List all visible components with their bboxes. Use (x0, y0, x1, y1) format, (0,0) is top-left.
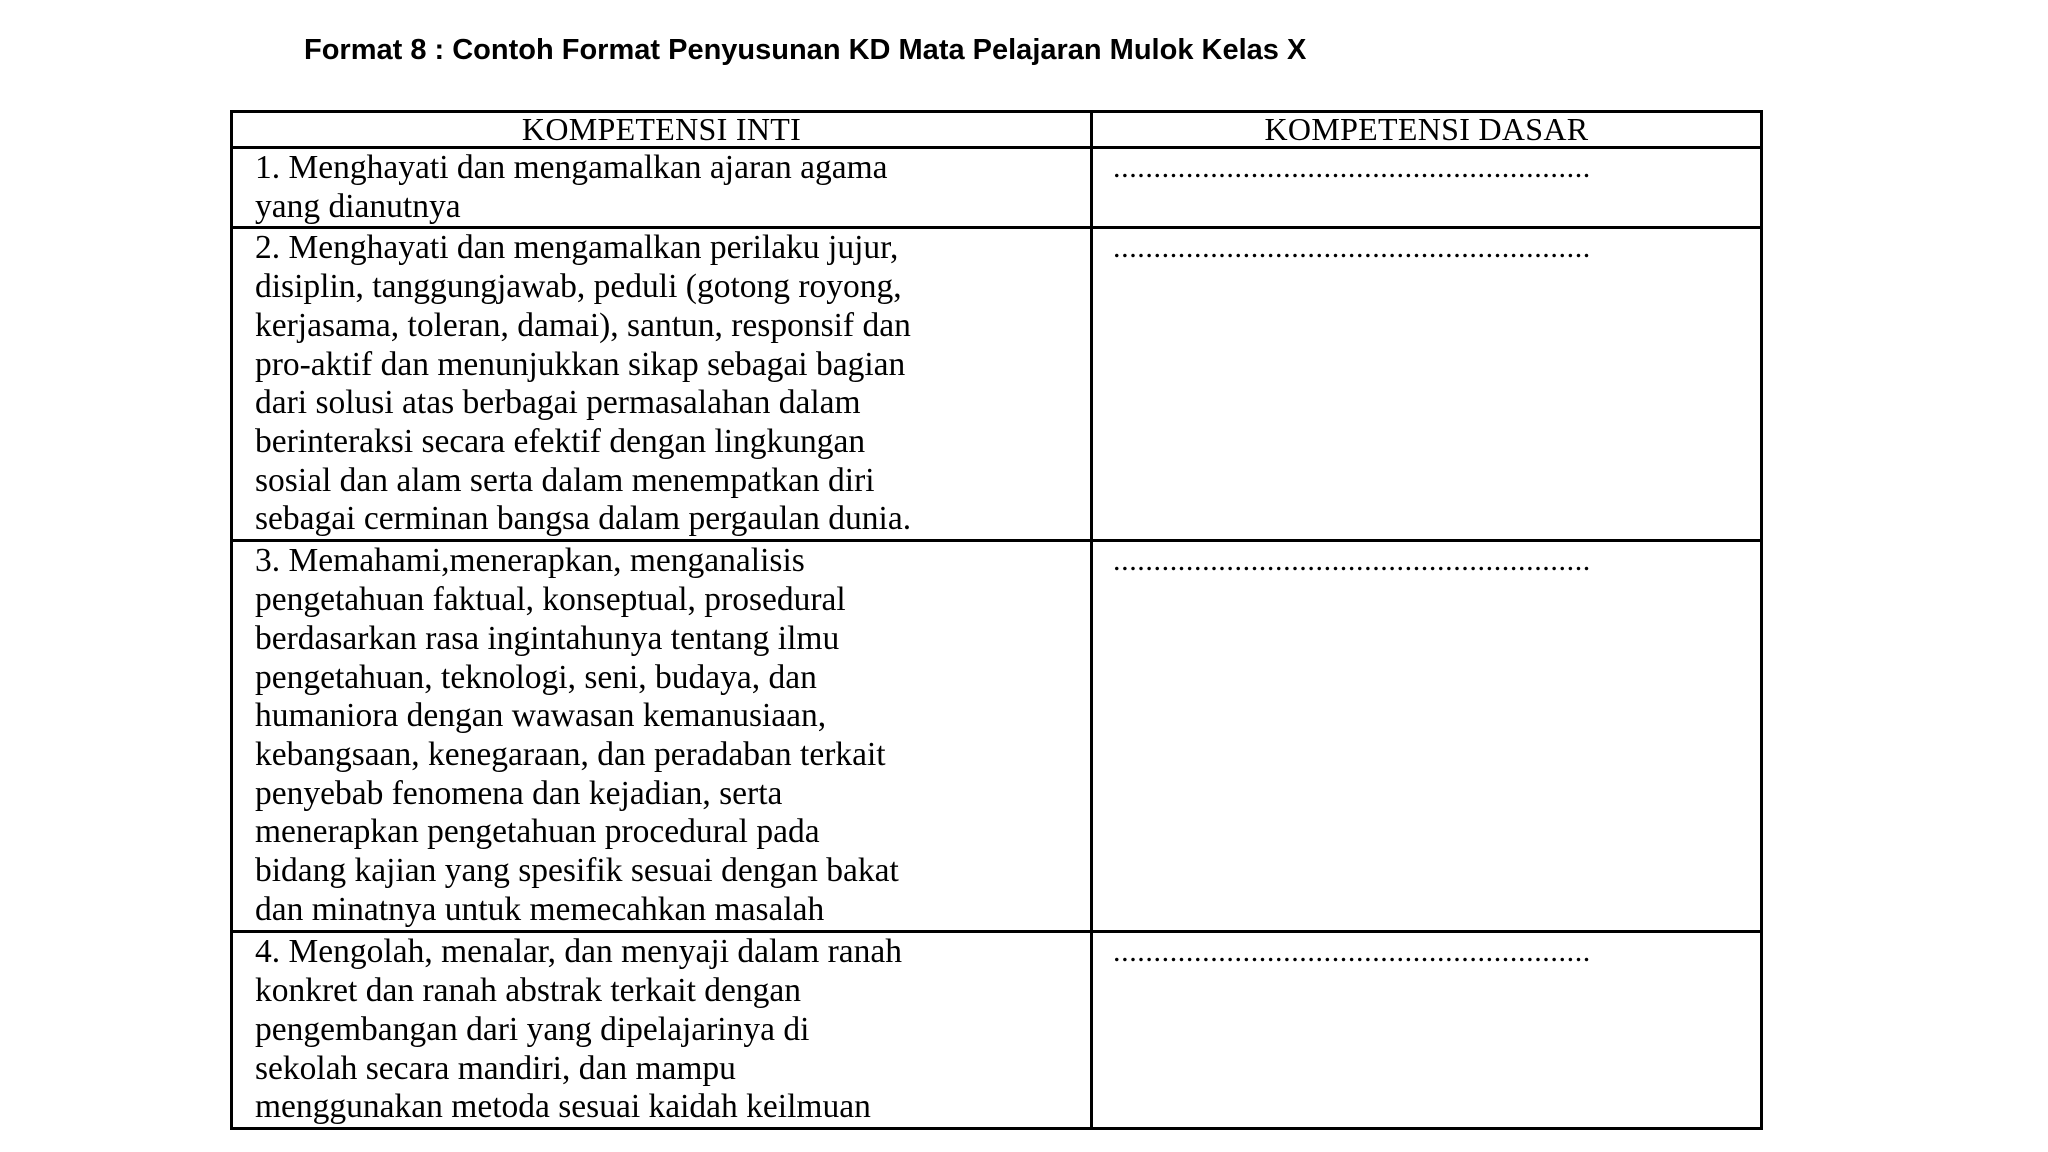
ki-text-line: kebangsaan, kenegaraan, dan peradaban terkait (255, 735, 886, 773)
ki-cell-4 (232, 932, 1092, 1129)
ki-text-line: berdasarkan rasa ingintahunya tentang ilmu (255, 619, 840, 657)
ki-text-line: pengembangan dari yang dipelajarinya di (255, 1010, 810, 1048)
kd-cell-2 (1092, 228, 1762, 541)
kd-cell-4 (1092, 932, 1762, 1129)
kd-placeholder-dots: ........................................................... (1113, 151, 1591, 184)
ki-text-line: 1. Menghayati dan mengamalkan ajaran agama (255, 149, 888, 186)
ki-text-line: menggunakan metoda sesuai kaidah keilmuan (255, 1088, 871, 1126)
table-row (232, 228, 1762, 541)
ki-text-line: konkret dan ranah abstrak terkait dengan (255, 972, 802, 1010)
ki-text-line: pro-aktif dan menunjukkan sikap sebagai bagian (255, 345, 906, 383)
ki-cell-1 (232, 148, 1092, 228)
ki-text-line: sebagai cerminan bangsa dalam pergaulan dunia. (255, 500, 912, 538)
ki-text-line: yang dianutnya (255, 187, 461, 225)
ki-text-line: dan minatnya untuk memecahkan masalah (255, 890, 825, 928)
ki-text-line: sosial dan alam serta dalam menempatkan diri (255, 461, 875, 499)
ki-cell-2 (232, 228, 1092, 541)
kd-placeholder-dots: ........................................................... (1113, 231, 1591, 265)
document-title: Format 8 : Contoh Format Penyusunan KD Mata Pelajaran Mulok Kelas X (304, 34, 1307, 66)
ki-text-line: pengetahuan faktual, konseptual, prosedural (255, 581, 846, 619)
ki-text-line: 2. Menghayati dan mengamalkan perilaku jujur, (255, 229, 899, 267)
table-row (232, 932, 1762, 1129)
ki-text-line: penyebab fenomena dan kejadian, serta (255, 774, 783, 812)
ki-text-line: menerapkan pengetahuan procedural pada (255, 813, 820, 851)
table-header-row (232, 112, 1762, 148)
kd-cell-3 (1092, 541, 1762, 932)
ki-text-line: bidang kajian yang spesifik sesuai dengan bakat (255, 852, 899, 890)
ki-text-line: pengetahuan, teknologi, seni, budaya, dan (255, 658, 817, 696)
ki-text-line: berinteraksi secara efektif dengan lingkungan (255, 422, 866, 460)
ki-text-line: disiplin, tanggungjawab, peduli (gotong royong, (255, 268, 902, 306)
table-row (232, 148, 1762, 228)
kd-placeholder-dots: ........................................................... (1113, 935, 1591, 969)
ki-cell-3 (232, 541, 1092, 932)
header-kompetensi-inti: KOMPETENSI INTI (232, 112, 1092, 148)
table-row (232, 541, 1762, 932)
ki-text-line: humaniora dengan wawasan kemanusiaan, (255, 697, 827, 735)
ki-text-line: dari solusi atas berbagai permasalahan dalam (255, 384, 861, 422)
kd-format-table (230, 110, 1763, 1130)
ki-text-line: sekolah secara mandiri, dan mampu (255, 1049, 736, 1087)
ki-text-line: 4. Mengolah, menalar, dan menyaji dalam ranah (255, 933, 903, 971)
kd-placeholder-dots: ........................................................... (1113, 544, 1591, 578)
header-kompetensi-dasar: KOMPETENSI DASAR (1092, 112, 1762, 148)
ki-text-line: kerjasama, toleran, damai), santun, responsif dan (255, 306, 911, 344)
kd-cell-1 (1092, 148, 1762, 228)
ki-text-line: 3. Memahami,menerapkan, menganalisis (255, 542, 805, 580)
